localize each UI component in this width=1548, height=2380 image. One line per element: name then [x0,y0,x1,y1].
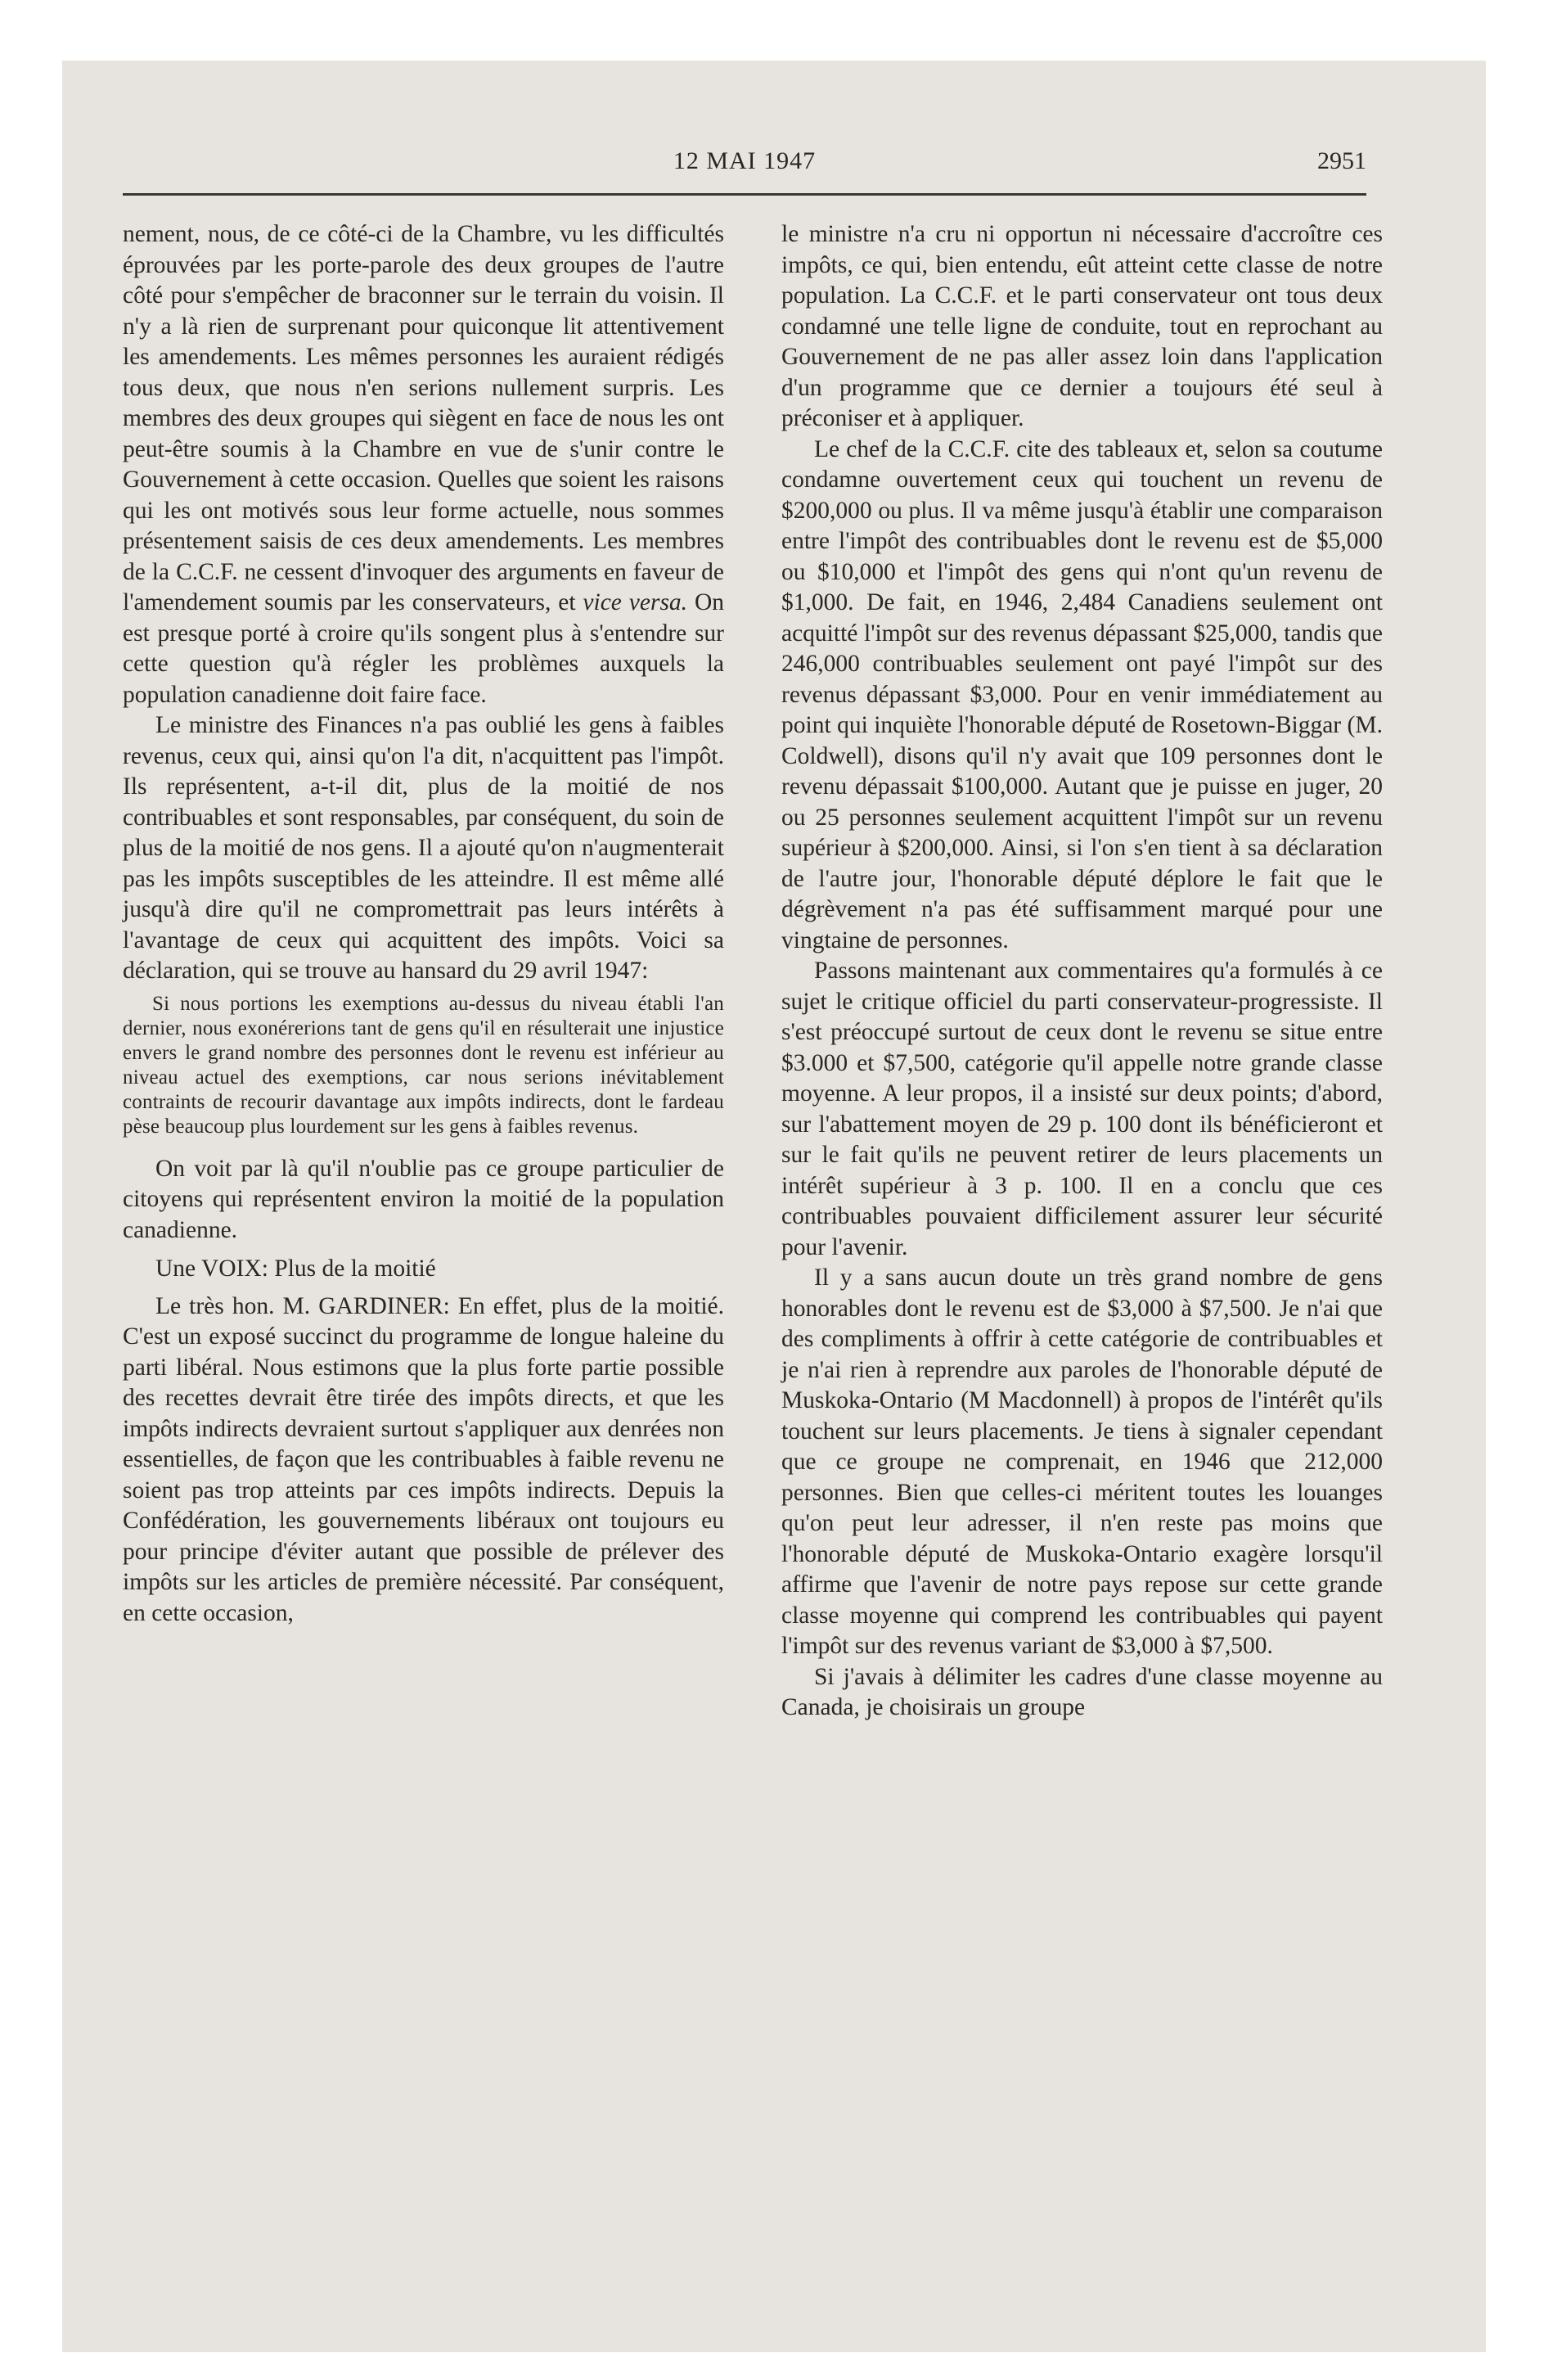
left-column [123,219,724,1629]
interjection: Une VOIX: Plus de la moitié [155,1255,436,1282]
page-number: 2951 [1317,147,1366,174]
paragraph [123,219,724,710]
paragraph-text: On est presque porté à croire qu'ils songent plus à s'entendre sur cette question qu'à régler les problèmes auxquels la population canadienne doit faire face. [123,589,725,708]
paragraph: le ministre n'a cru ni opportun ni nécessaire d'accroître ces impôts, ce qui, bien entendu, eût atteint cette classe de notre population. La C.C.F. et le parti conservateur ont tous deux condamné une telle ligne de conduite, tout en reprochant au Gouvernement de ne pas aller assez loin dans l'application d'un programme que ce dernier a toujours été seul à préconiser et à appliquer. [781,221,1383,431]
paragraph: Si j'avais à délimiter les cadres d'une classe moyenne au Canada, je choisirais un groupe [781,1663,1383,1720]
paragraph: Il y a sans aucun doute un très grand nombre de gens honorables dont le revenu est de $3,000 à $7,500. Je n'ai que des compliments à offrir à cette catégorie de contribuables et je n'ai rien à reprendre aux paroles de l'honorable député de Muskoka-Ontario (M Macdonnell) à propos de l'intérêt qu'ils touchent sur leurs placements. Je tiens à signaler cependant que ce groupe ne comprenait, en 1946 que 212,000 personnes. Bien que celles-ci méritent toutes les louanges qu'on peut leur adresser, il n'en reste pas moins que l'honorable député de Muskoka-Ontario exagère lorsqu'il affirme que l'avenir de notre pays repose sur cette grande classe moyenne qui comprend les contribuables qui payent l'impôt sur des revenus variant de $3,000 à $7,500. [781,1264,1383,1659]
block-quote: Si nous portions les exemptions au-dessus du niveau établi l'an dernier, nous exonérerions tant de gens qu'il en résulterait une injustice envers le grand nombre des personnes dont le revenu est inférieur au niveau actuel des exemptions, car nous serions inévitablement contraints de recourir davantage aux impôts indirects, dont le fardeau pèse beaucoup plus lourdement sur les gens à faibles revenus. [123,992,724,1138]
header-date: 12 MAI 1947 [673,147,817,174]
paragraph: Le chef de la C.C.F. cite des tableaux et, selon sa coutume condamne ouvertement ceux qui touchent un revenu de $200,000 ou plus. Il va même jusqu'à établir une comparaison entre l'impôt des contribuables dont le revenu est de $5,000 ou $10,000 et l'impôt des gens qui n'ont qu'un revenu de $1,000. De fait, en 1946, 2,484 Canadiens seulement ont acquitté l'impôt sur des revenus dépassant $25,000, tandis que 246,000 contribuables seulement ont payé l'impôt sur des revenus dépassant $3,000. Pour en venir immédiatement au point qui inquiète l'honorable député de Rosetown-Biggar (M. Coldwell), disons qu'il n'y avait que 109 personnes dont le revenu dépassait $100,000. Autant que je puisse en juger, 20 ou 25 personnes seulement acquittent l'impôt sur un revenu supérieur à $200,000. Ainsi, si l'on s'en tient à sa déclaration de l'autre jour, l'honorable député déplore le fait que le dégrèvement n'a pas été suffisamment marqué pour une vingtaine de personnes. [781,435,1383,953]
paragraph-text: nement, nous, de ce côté-ci de la Chambre, vu les difficultés éprouvées par les porte-parole des deux groupes de l'autre côté pour s'empêcher de braconner sur le terrain du voisin. Il n'y a là rien de surprenant pour quiconque lit attentivement les amendements. Les mêmes personnes les auraient rédigés tous deux, que nous n'en serions nullement surpris. Les membres des deux groupes qui siègent en face de nous les ont peut-être soumis à la Chambre en vue de s'unir contre le Gouvernement à cette occasion. Quelles que soient les raisons qui les ont motivés sous leur forme actuelle, nous sommes présentement saisis de ces deux amendements. Les membres de la C.C.F. ne cessent d'invoquer des arguments en faveur de l'amendement soumis par les conservateurs, et [123,221,724,615]
paragraph: Passons maintenant aux commentaires qu'a formulés à ce sujet le critique officiel du parti conservateur-progressiste. Il s'est préoccupé surtout de ceux dont le revenu se situe entre $3.000 et $7,500, catégorie qu'il appelle notre grande classe moyenne. A leur propos, il a insisté sur deux points; d'abord, sur l'abattement moyen de 29 p. 100 dont ils bénéficieront et sur le fait qu'ils ne peuvent retirer de leurs placements un intérêt supérieur à 3 p. 100. Il en a conclu que ces contribuables pouvaient difficilement assurer leur sécurité pour l'avenir. [781,958,1383,1260]
paragraph: On voit par là qu'il n'oublie pas ce groupe particulier de citoyens qui représentent environ la moitié de la population canadienne. [123,1155,724,1243]
paragraph: Le ministre des Finances n'a pas oublié les gens à faibles revenus, ceux qui, ainsi qu'on l'a dit, n'acquittent pas l'impôt. Ils représentent, a-t-il dit, plus de la moitié de nos contribuables et sont responsables, par conséquent, du soin de plus de la moitié de nos gens. Il a ajouté qu'on n'augmenterait pas les impôts susceptibles de les atteindre. Il est même allé jusqu'à dire qu'il ne compromettrait pas leurs intérêts à l'avantage de ceux qui acquittent des impôts. Voici sa déclaration, qui se trouve au hansard du 29 avril 1947: [123,712,724,984]
header-rule [123,193,1366,196]
paragraph-text: En effet, plus de la moitié. C'est un exposé succinct du programme de longue haleine du parti libéral. Nous estimons que la plus forte partie possible des recettes devrait être tirée des impôts directs, et que les impôts indirects devraient surtout s'appliquer aux denrées non essentielles, de façon que les contribuables à faible revenu ne soient pas trop atteints par ces impôts indirects. Depuis la Confédération, les gouvernements libéraux ont toujours eu pour principe d'éviter autant que possible de prélever des impôts sur les articles de première nécessité. Par conséquent, en cette occasion, [123,1292,724,1626]
italic-phrase: vice versa. [583,589,688,615]
page-header [123,147,1366,188]
paragraph [123,1291,724,1629]
right-column [781,219,1383,1724]
speaker-name: Le très hon. M. GARDINER: [155,1292,450,1319]
